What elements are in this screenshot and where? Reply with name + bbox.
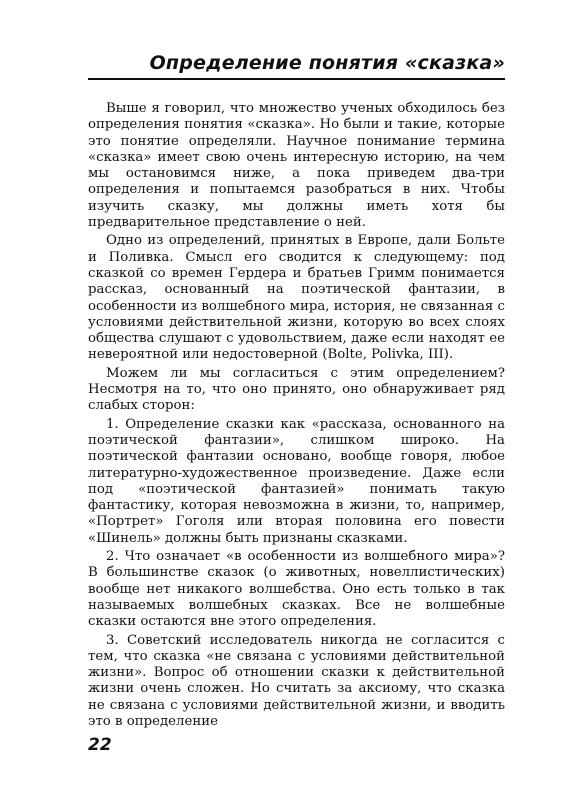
body-text [88,101,505,732]
paragraph-1: Выше я говорил, что множество ученых обходилось без определения понятия «сказка». Но были и такие, которые это понятие определяли. Научное понимание термина «сказка» имеет свою очень интересную историю, на чем мы остановимся ниже, а пока приведем два-три определения и попытаемся разобраться в них. Чтобы изучить сказку, мы должны иметь хотя бы предварительное представление о ней. [88,101,505,231]
paragraph-2: Одно из определений, принятых в Европе, дали Больте и Поливка. Смысл его сводится к следующему: под сказкой со времен Гердера и братьев Гримм понимается рассказ, основанный на поэтической фантазии, в особенности из волшебного мира, история, не связанная с условиями действительной жизни, которую во всех слоях общества слушают с удовольствием, даже если находят ее невероятной или недостоверной (Bolte, Polivka, III). [88,233,505,363]
paragraph-3: Можем ли мы согласиться с этим определением? Несмотря на то, что оно принято, оно обнаруживает ряд слабых сторон: [88,365,505,414]
paragraph-6: 3. Советский исследователь никогда не согласится с тем, что сказка «не связана с условиями действительной жизни». Вопрос об отношении сказки к действительной жизни очень сложен. Но считать за аксиому, что сказка не связана с условиями действительной жизни, и вводить это в определение [88,632,505,729]
paragraph-4: 1. Определение сказки как «рассказа, основанного на поэтической фантазии», слишком широко. На поэтической фантазии основано, вообще говоря, любое литературно-художественное произведение. Даже если под «поэтической фантазией» понимать такую фантастику, которая невозможна в жизни, то, например, «Портрет» Гоголя или вторая половина его повести «Шинель» должны быть признаны сказками. [88,416,505,546]
running-title: Определение понятия «сказка» [149,52,505,74]
page-number: 22 [88,735,112,755]
paragraph-5: 2. Что означает «в особенности из волшебного мира»? В большинстве сказок (о животных, новеллистических) вообще нет никакого волшебства. Оно есть только в так называемых волшебных сказках. Все не волшебные сказки остаются вне этого определения. [88,549,505,630]
header-rule [88,78,505,80]
